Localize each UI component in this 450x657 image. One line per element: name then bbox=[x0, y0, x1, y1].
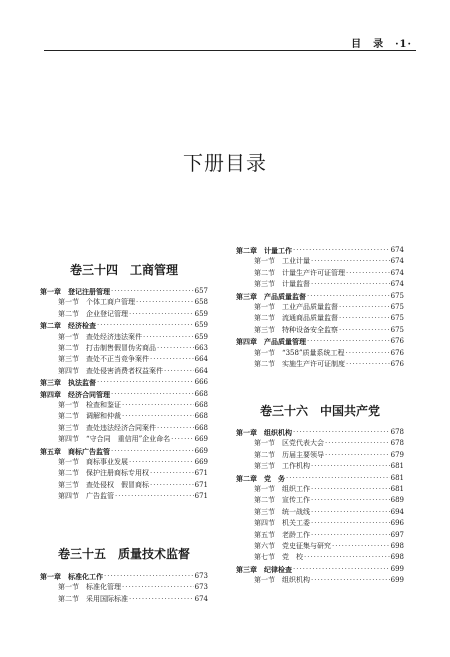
entry-title: 第二节 采用国际标准 bbox=[58, 594, 128, 603]
page-number: 658 bbox=[194, 298, 208, 307]
entry-title: 第二节 宣传工作 bbox=[254, 496, 310, 505]
entry-title: 第一章 组织机构 bbox=[236, 428, 292, 437]
dot-leader bbox=[311, 518, 390, 529]
dot-leader bbox=[293, 564, 390, 575]
toc-section-entry bbox=[236, 348, 404, 359]
entry-title: 第一节 商标事业发展 bbox=[58, 458, 128, 466]
entry-title: 第二章 计量工作 bbox=[236, 246, 292, 255]
toc-section-entry bbox=[40, 332, 208, 343]
dot-leader bbox=[122, 411, 194, 422]
entry-title: 第三节 工作机构 bbox=[254, 462, 310, 471]
toc-section-entry bbox=[236, 438, 404, 449]
page-number: 663 bbox=[194, 344, 208, 352]
page-number: 679 bbox=[390, 450, 404, 459]
toc-section-entry bbox=[40, 366, 208, 377]
page-number: 668 bbox=[194, 401, 208, 409]
entry-title: 第一节 查处经济违法案件 bbox=[58, 332, 142, 341]
dot-leader bbox=[311, 507, 390, 518]
toc-section-entry bbox=[236, 325, 404, 336]
running-head-text: 目 录 ·1· bbox=[351, 39, 412, 50]
entry-title: 第二节 实施生产许可证制度 bbox=[254, 360, 345, 368]
dot-leader bbox=[311, 484, 390, 495]
entry-title: 第二节 保护注册商标专用权 bbox=[58, 469, 149, 478]
toc-section-entry bbox=[40, 434, 208, 445]
volume-heading: 卷三十五 质量技术监督 bbox=[57, 547, 190, 561]
dot-leader bbox=[339, 302, 390, 313]
dot-leader bbox=[286, 473, 390, 484]
dot-leader bbox=[97, 377, 194, 388]
dot-leader bbox=[293, 427, 390, 438]
header-rule bbox=[44, 50, 416, 51]
toc-section-entry bbox=[236, 552, 404, 563]
toc-chapter-entry bbox=[40, 571, 208, 582]
toc-chapter-entry bbox=[236, 564, 404, 575]
toc-section-entry bbox=[236, 302, 404, 313]
toc-section-entry bbox=[236, 279, 404, 290]
page-number: 671 bbox=[194, 469, 208, 478]
entry-title: 第二章 经济检查 bbox=[40, 321, 96, 331]
dot-leader bbox=[104, 571, 194, 582]
dot-leader bbox=[115, 491, 194, 502]
entry-title: 第三章 执法监督 bbox=[40, 378, 96, 388]
page-number: 664 bbox=[194, 366, 208, 375]
entry-title: 第五节 老龄工作 bbox=[254, 530, 310, 539]
entry-title: 第二节 调解和仲裁 bbox=[58, 412, 121, 421]
entry-title: 第三节 特种设备安全监察 bbox=[254, 325, 338, 334]
page-number: 659 bbox=[194, 321, 208, 330]
toc-chapter-entry bbox=[40, 286, 208, 297]
page-number: 675 bbox=[390, 325, 404, 334]
page-number: 681 bbox=[390, 485, 404, 493]
entry-title: 第三节 查处侵权 假冒商标 bbox=[58, 480, 149, 489]
page-title: 下册目录 bbox=[183, 151, 267, 175]
page-number: 694 bbox=[390, 507, 404, 516]
page-number: 699 bbox=[390, 564, 404, 573]
toc-section-entry bbox=[40, 423, 208, 434]
dot-leader bbox=[339, 325, 390, 336]
toc-chapter-entry bbox=[40, 446, 208, 457]
page-number: 696 bbox=[390, 519, 404, 528]
page-number: 668 bbox=[194, 423, 208, 432]
toc-section-entry bbox=[236, 450, 404, 461]
page-number: 681 bbox=[390, 462, 404, 471]
dot-leader bbox=[129, 594, 194, 605]
dot-leader bbox=[311, 530, 390, 541]
page-number: 697 bbox=[390, 530, 404, 539]
entry-title: 第三节 计量监督 bbox=[254, 280, 310, 289]
toc-section-entry bbox=[40, 491, 208, 502]
page-number: 659 bbox=[194, 309, 208, 318]
toc-section-entry bbox=[236, 461, 404, 472]
page-number: 674 bbox=[194, 594, 208, 603]
toc-section-entry bbox=[40, 582, 208, 593]
entry-title: 第一节 组织机构 bbox=[254, 576, 310, 585]
entry-title: 第四节 “守合同 重信用”企业命名 bbox=[58, 435, 171, 444]
dot-leader bbox=[346, 268, 390, 279]
page-number: 676 bbox=[390, 360, 404, 368]
page-number: 698 bbox=[390, 553, 404, 562]
page-number: 666 bbox=[194, 378, 208, 387]
entry-title: 第四节 广告监管 bbox=[58, 492, 114, 501]
toc-section-entry bbox=[236, 313, 404, 324]
toc-section-entry bbox=[236, 518, 404, 529]
entry-title: 第三节 统一战线 bbox=[254, 507, 310, 516]
dot-leader bbox=[346, 359, 390, 370]
page-number: 673 bbox=[194, 583, 208, 592]
dot-leader bbox=[129, 457, 194, 468]
volume-heading: 卷三十四 工商管理 bbox=[69, 263, 178, 277]
dot-leader bbox=[311, 461, 390, 472]
dot-leader bbox=[143, 332, 194, 343]
page-number: 668 bbox=[194, 412, 208, 421]
page-number: 671 bbox=[194, 492, 208, 501]
entry-title: 第四章 经济合同管理 bbox=[40, 389, 110, 399]
page-number: 673 bbox=[194, 572, 208, 580]
entry-title: 第一节 检查和鉴证 bbox=[58, 401, 121, 409]
toc-section-entry bbox=[40, 297, 208, 308]
page-number: 678 bbox=[390, 428, 404, 436]
dot-leader bbox=[325, 438, 390, 449]
toc-chapter-entry bbox=[236, 245, 404, 256]
page-number: 664 bbox=[194, 355, 208, 364]
toc-section-entry bbox=[40, 480, 208, 491]
toc-section-entry bbox=[40, 594, 208, 605]
dot-leader bbox=[311, 279, 390, 290]
toc-section-entry bbox=[236, 530, 404, 541]
toc-section-entry bbox=[236, 495, 404, 506]
dot-leader bbox=[339, 313, 390, 324]
dot-leader bbox=[307, 336, 390, 347]
page-number: 668 bbox=[194, 389, 208, 398]
toc-chapter-entry bbox=[236, 336, 404, 347]
toc-section-entry bbox=[236, 541, 404, 552]
page-number: 671 bbox=[194, 480, 208, 489]
entry-title: 第五章 商标广告监管 bbox=[40, 446, 110, 456]
entry-title: 第三节 查处不正当竞争案件 bbox=[58, 355, 149, 364]
toc-section-entry bbox=[236, 484, 404, 495]
toc-section-entry bbox=[236, 575, 404, 586]
dot-leader bbox=[157, 343, 194, 354]
toc-chapter-entry bbox=[40, 377, 208, 388]
entry-title: 第三章 纪律检查 bbox=[236, 564, 292, 574]
toc-chapter-entry bbox=[236, 427, 404, 438]
entry-title: 第三章 产品质量监督 bbox=[236, 291, 306, 301]
toc-section-entry bbox=[236, 507, 404, 518]
dot-leader bbox=[311, 256, 390, 267]
page-number: 675 bbox=[390, 303, 404, 311]
dot-leader bbox=[111, 286, 194, 297]
page-number: 689 bbox=[390, 496, 404, 505]
dot-leader bbox=[111, 389, 194, 400]
entry-title: 第二节 企业登记管理 bbox=[58, 309, 128, 318]
toc-section-entry bbox=[40, 400, 208, 411]
dot-leader bbox=[164, 366, 194, 377]
entry-title: 第一节 工业计量 bbox=[254, 257, 310, 266]
entry-title: 第一章 标准化工作 bbox=[40, 572, 103, 581]
dot-leader bbox=[293, 245, 390, 256]
entry-title: 第一节 个体工商户管理 bbox=[58, 298, 135, 307]
dot-leader bbox=[111, 446, 194, 457]
toc-section-entry bbox=[236, 256, 404, 267]
entry-title: 第一节 工业产品质量监督 bbox=[254, 303, 338, 311]
dot-leader bbox=[346, 348, 390, 359]
entry-title: 第二节 历届主要领导 bbox=[254, 450, 324, 459]
dot-leader bbox=[136, 297, 194, 308]
volume-heading: 卷三十六 中国共产党 bbox=[259, 404, 380, 418]
toc-section-entry bbox=[40, 468, 208, 479]
dot-leader bbox=[325, 450, 390, 461]
page-number: 676 bbox=[390, 348, 404, 357]
page-number: 678 bbox=[390, 439, 404, 448]
dot-leader bbox=[311, 575, 390, 586]
entry-title: 第四章 产品质量管理 bbox=[236, 337, 306, 347]
dot-leader bbox=[157, 423, 194, 434]
page-number: 675 bbox=[390, 314, 404, 323]
dot-leader bbox=[122, 582, 194, 593]
page-number: 657 bbox=[194, 287, 208, 295]
dot-leader bbox=[150, 468, 194, 479]
entry-title: 第二节 计量生产许可证管理 bbox=[254, 268, 345, 277]
entry-title: 第一节 区党代表大会 bbox=[254, 439, 324, 448]
toc-section-entry bbox=[236, 268, 404, 279]
entry-title: 第四节 查处侵害消费者权益案件 bbox=[58, 366, 163, 375]
dot-leader bbox=[332, 541, 390, 552]
toc-chapter-entry bbox=[40, 320, 208, 331]
dot-leader bbox=[129, 309, 194, 320]
running-header bbox=[0, 35, 450, 49]
entry-title: 第二章 党 务 bbox=[236, 473, 285, 483]
page-number: 674 bbox=[390, 268, 404, 277]
page-number: 669 bbox=[194, 446, 208, 455]
dot-leader bbox=[150, 480, 194, 491]
entry-title: 第一节 标准化管理 bbox=[58, 583, 121, 592]
toc-chapter-entry bbox=[236, 291, 404, 302]
toc-section-entry bbox=[236, 359, 404, 370]
page-number: 681 bbox=[390, 473, 404, 482]
toc-section-entry bbox=[40, 411, 208, 422]
entry-title: 第一章 登记注册管理 bbox=[40, 287, 110, 296]
dot-leader bbox=[122, 400, 194, 411]
toc-section-entry bbox=[40, 457, 208, 468]
toc-chapter-entry bbox=[236, 473, 404, 484]
page-number: 674 bbox=[390, 257, 404, 266]
dot-leader bbox=[304, 552, 390, 563]
page-number: 676 bbox=[390, 337, 404, 346]
dot-leader bbox=[311, 495, 390, 506]
page-number: 659 bbox=[194, 332, 208, 341]
toc-chapter-entry bbox=[40, 389, 208, 400]
page-number: 669 bbox=[194, 458, 208, 466]
page-number: 674 bbox=[390, 246, 404, 254]
toc-section-entry bbox=[40, 354, 208, 365]
entry-title: 第二节 流通商品质量监督 bbox=[254, 314, 338, 323]
dot-leader bbox=[150, 354, 194, 365]
toc-section-entry bbox=[40, 309, 208, 320]
entry-title: 第六节 党史征集与研究 bbox=[254, 542, 331, 550]
entry-title: 第一节 组织工作 bbox=[254, 485, 310, 493]
page-number: 699 bbox=[390, 576, 404, 585]
entry-title: 第七节 党 校 bbox=[254, 553, 303, 562]
entry-title: 第二节 打击制售假冒伪劣商品 bbox=[58, 344, 156, 352]
dot-leader bbox=[97, 320, 194, 331]
entry-title: 第四节 机关工委 bbox=[254, 519, 310, 528]
page-number: 669 bbox=[194, 435, 208, 444]
entry-title: 第一节 “358”质量系统工程 bbox=[254, 348, 345, 357]
page-number: 675 bbox=[390, 291, 404, 300]
toc-section-entry bbox=[40, 343, 208, 354]
dot-leader bbox=[171, 434, 193, 445]
page-number: 698 bbox=[390, 542, 404, 550]
dot-leader bbox=[307, 291, 390, 302]
entry-title: 第三节 查处违法经济合同案件 bbox=[58, 423, 156, 432]
page-number: 674 bbox=[390, 280, 404, 289]
